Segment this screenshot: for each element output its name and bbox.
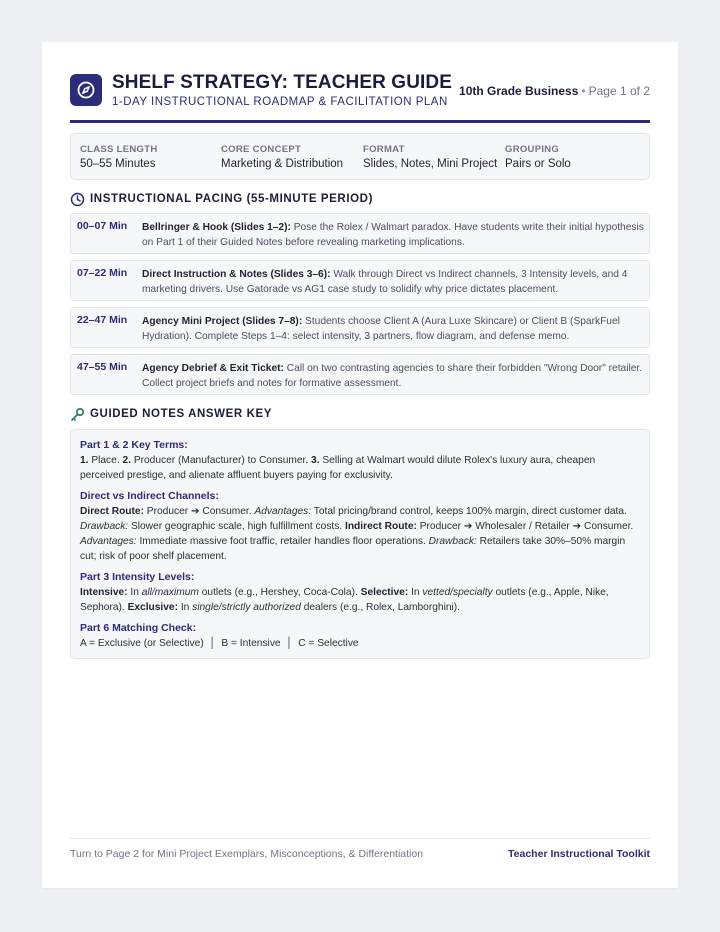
page-subtitle: 1-DAY INSTRUCTIONAL ROADMAP & FACILITATION PLAN <box>112 96 448 108</box>
pacing-title: INSTRUCTIONAL PACING (55-MINUTE PERIOD) <box>90 193 374 205</box>
pacing-row <box>70 260 650 301</box>
key-block-part12 <box>80 438 640 483</box>
answer-text: Producer ➔ Wholesaler / Retailer ➔ Consumer. <box>416 521 634 532</box>
answer-key-panel <box>70 429 650 659</box>
info-value: Slides, Notes, Mini Project <box>363 158 498 170</box>
key-heading: Part 1 & 2 Key Terms: <box>80 439 188 451</box>
key-block-channels <box>80 489 640 564</box>
header-divider <box>70 120 650 123</box>
key-body <box>80 504 640 564</box>
key-heading: Part 6 Matching Check: <box>80 622 197 634</box>
answer-label: Intensive: <box>80 587 128 598</box>
footer-note: Turn to Page 2 for Mini Project Exemplars, Misconceptions, & Differentiation <box>70 848 424 860</box>
info-format <box>363 144 497 170</box>
pacing-heading: Direct Instruction & Notes (Slides 3–6): <box>142 269 331 280</box>
answer-text: In <box>408 587 423 598</box>
page-title: SHELF STRATEGY: TEACHER GUIDE <box>112 72 452 93</box>
answer-text: In <box>177 602 193 613</box>
answer-label: Advantages: <box>254 506 312 517</box>
pacing-time: 00–07 Min <box>77 220 128 232</box>
info-value: 50–55 Minutes <box>80 158 156 170</box>
answer-number: 2. <box>122 455 131 466</box>
key-icon <box>70 407 85 422</box>
answer-label: Direct Route: <box>80 506 144 517</box>
answer-label: Drawback: <box>80 521 129 532</box>
pacing-description <box>142 220 644 250</box>
answer-text: outlets (e.g., Apple, Nike, Sephora). <box>80 587 609 613</box>
meta-separator: • <box>581 84 586 98</box>
answer-emphasis: single/strictly authorized <box>192 602 301 613</box>
key-body <box>80 453 640 483</box>
info-class-length <box>80 144 158 170</box>
info-label: CORE CONCEPT <box>221 144 302 155</box>
key-heading: Direct vs Indirect Channels: <box>80 490 219 502</box>
footer-divider <box>70 838 650 839</box>
clock-icon <box>70 192 85 207</box>
page-number: Page 1 of 2 <box>588 84 650 98</box>
answer-text: Selling at Walmart would dilute Rolex's luxury aura, cheapen perceived prestige, and alienate affluent buyers paying for exclusivity. <box>80 455 596 481</box>
pacing-heading: Agency Mini Project (Slides 7–8): <box>142 316 303 327</box>
pacing-heading: Agency Debrief & Exit Ticket: <box>142 363 284 374</box>
answer-text: Total pricing/brand control, keeps 100% margin, direct customer data. <box>311 506 627 517</box>
pacing-text: Pose the Rolex / Walmart paradox. Have students write their initial hypothesis on Part 1 of their Guided Notes before revealing marketing implications. <box>142 222 644 248</box>
answer-emphasis: vetted/specialty <box>422 587 493 598</box>
pacing-row <box>70 213 650 254</box>
pacing-description <box>142 361 644 391</box>
info-label: GROUPING <box>505 144 560 155</box>
pacing-time: 47–55 Min <box>77 361 128 373</box>
answer-text: Producer (Manufacturer) to Consumer. <box>130 455 312 466</box>
pacing-text: Walk through Direct vs Indirect channels, 3 Intensity levels, and 4 marketing drivers. Use Gatorade vs AG1 case study to solidify why price dictates placement. <box>142 269 628 295</box>
pacing-time: 22–47 Min <box>77 314 128 326</box>
pacing-row <box>70 354 650 395</box>
key-block-intensity <box>80 570 640 615</box>
answer-label: Exclusive: <box>127 602 178 613</box>
key-body: A = Exclusive (or Selective) │ B = Intensive │ C = Selective <box>80 638 359 649</box>
answer-text: Place. <box>88 455 123 466</box>
compass-icon <box>76 80 96 100</box>
footer-brand: Teacher Instructional Toolkit <box>508 848 650 860</box>
pacing-heading: Bellringer & Hook (Slides 1–2): <box>142 222 291 233</box>
answer-label: Indirect Route: <box>345 521 417 532</box>
pacing-text: Students choose Client A (Aura Luxe Skincare) or Client B (SparkFuel Hydration). Complete Steps 1–4: select intensity, 3 partners, flow diagram, and defense memo. <box>142 316 620 342</box>
pacing-row <box>70 307 650 348</box>
info-value: Pairs or Solo <box>505 158 571 170</box>
answer-number: 1. <box>80 455 89 466</box>
answer-text: In <box>127 587 142 598</box>
answer-text: Retailers take 30%–50% margin cut; risk of poor shelf placement. <box>80 536 626 562</box>
info-label: CLASS LENGTH <box>80 144 158 155</box>
pacing-text: Call on two contrasting agencies to share their forbidden "Wrong Door" retailer. Collect project briefs and notes for formative assessment. <box>142 363 643 389</box>
key-heading: Part 3 Intensity Levels: <box>80 571 195 583</box>
grade-label: 10th Grade Business <box>459 84 579 98</box>
answer-text: Immediate massive foot traffic, retailer handles floor operations. <box>136 536 429 547</box>
pacing-description <box>142 267 644 297</box>
answer-text: outlets (e.g., Hershey, Coca-Cola). <box>198 587 361 598</box>
answer-number: 3. <box>311 455 320 466</box>
pacing-description <box>142 314 644 344</box>
answer-text: Slower geographic scale, high fulfillment costs. <box>128 521 345 532</box>
page-meta <box>459 84 650 98</box>
answer-label: Selective: <box>360 587 409 598</box>
info-value: Marketing & Distribution <box>221 158 344 170</box>
answer-text: dealers (e.g., Rolex, Lamborghini). <box>300 602 460 613</box>
answer-key-title: GUIDED NOTES ANSWER KEY <box>90 408 273 420</box>
info-core-concept <box>221 144 343 170</box>
key-block-matching <box>80 621 640 651</box>
key-body <box>80 585 640 615</box>
info-label: FORMAT <box>363 144 405 155</box>
answer-label: Advantages: <box>80 536 137 547</box>
pacing-time: 07–22 Min <box>77 267 128 279</box>
answer-emphasis: all/maximum <box>141 587 199 598</box>
answer-label: Drawback: <box>428 536 477 547</box>
class-info-panel <box>70 133 650 180</box>
header <box>70 72 650 120</box>
answer-text: Producer ➔ Consumer. <box>143 506 255 517</box>
logo <box>70 74 102 106</box>
info-grouping <box>505 144 571 170</box>
guide-page <box>42 42 678 888</box>
